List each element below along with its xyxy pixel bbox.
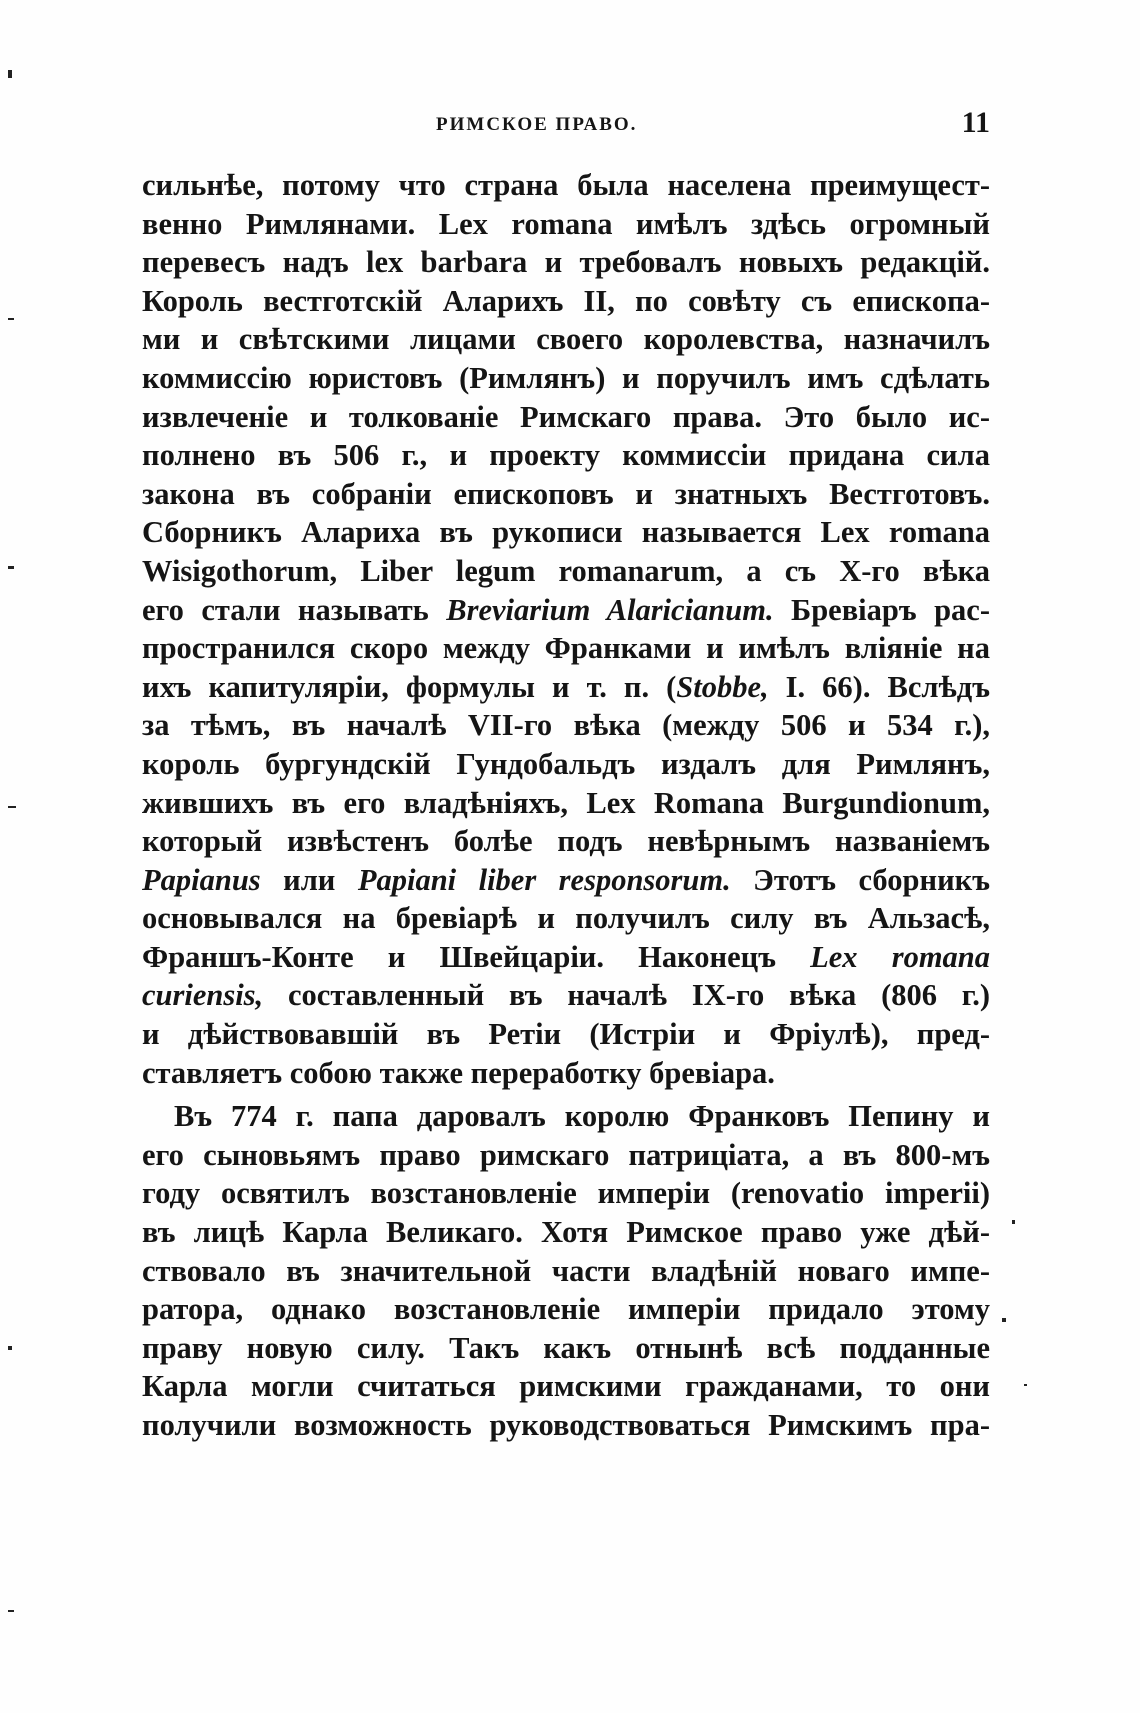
text-line [142, 591, 990, 630]
text-segment: и дѣйствовавшій въ Ретіи (Истріи и Фріулѣ), пред- [142, 1017, 990, 1052]
text-line [142, 282, 990, 321]
text-line [142, 552, 990, 591]
text-line [142, 899, 990, 938]
text-line [142, 745, 990, 784]
text-segment: пространился скоро между Франками и имѣлъ вліяніе на [142, 631, 990, 666]
text-line [142, 1290, 990, 1329]
text-segment: жившихъ въ его владѣніяхъ, Lex Romana Burgundionum, [142, 785, 990, 820]
text-segment: Бревіаръ рас- [773, 592, 990, 627]
text-line [142, 475, 990, 514]
text-line [142, 784, 990, 823]
text-line [142, 166, 990, 205]
text-line [142, 629, 990, 668]
text-segment: который извѣстенъ болѣе подъ невѣрнымъ названіемъ [142, 824, 990, 859]
text-line [142, 1136, 990, 1175]
text-segment: закона въ собраніи епископовъ и знатныхъ Вестготовъ. [142, 476, 990, 511]
running-head [140, 106, 990, 152]
italic-text: Breviarium Alaricianum. [446, 592, 774, 627]
margin-mark [8, 806, 16, 808]
text-segment: ратора, однако возстановленіе имперіи придало этому [142, 1292, 990, 1327]
margin-mark [8, 1346, 12, 1350]
text-segment: полнено въ 506 г., и проекту коммиссіи придана сила [142, 438, 990, 473]
margin-mark [8, 70, 12, 78]
italic-text: curiensis, [142, 978, 264, 1013]
text-segment: ставляетъ собою также переработку бревіара. [142, 1055, 775, 1090]
text-line [142, 1252, 990, 1291]
text-line [142, 938, 990, 977]
italic-text: Lex romana [810, 939, 990, 974]
text-line [142, 398, 990, 437]
text-line [142, 1329, 990, 1368]
text-segment: ми и свѣтскими лицами своего королевства, назначилъ [142, 322, 990, 357]
italic-text: Stobbe, [676, 669, 769, 704]
text-line [142, 1054, 990, 1093]
text-segment: Франшъ-Конте и Швейцаріи. Наконецъ [142, 939, 811, 974]
margin-mark [8, 1610, 14, 1612]
text-line [142, 205, 990, 244]
text-segment: ихъ капитуляріи, формулы и т. п. ( [142, 669, 677, 704]
italic-text: Papianus [142, 862, 261, 897]
text-segment: Wisigothorum, Liber legum romanarum, а съ X-го вѣка [142, 553, 990, 588]
text-segment: король бургундскій Гундобальдъ издалъ для Римлянъ, [142, 746, 990, 781]
text-line [142, 1213, 990, 1252]
text-line [142, 1015, 990, 1054]
text-line [142, 1406, 990, 1445]
margin-mark [1012, 1220, 1015, 1224]
text-segment: Сборникъ Алариха въ рукописи называется Lex romana [142, 515, 990, 550]
text-line [142, 359, 990, 398]
running-title: РИМСКОЕ ПРАВО. [436, 114, 638, 135]
text-segment: составленный въ началѣ IX-го вѣка (806 г.) [263, 978, 990, 1013]
text-line [142, 976, 990, 1015]
text-segment: извлеченіе и толкованіе Римскаго права. Это было ис- [142, 399, 990, 434]
text-line [142, 1367, 990, 1406]
text-segment: праву новую силу. Такъ какъ отнынѣ всѣ подданные [142, 1330, 990, 1365]
text-segment: венно Римлянами. Lex romana имѣлъ здѣсь огромный [142, 206, 990, 241]
page-number: 11 [961, 106, 990, 139]
text-segment: Въ 774 г. папа даровалъ королю Франковъ Пепину и [174, 1099, 990, 1134]
text-line [142, 243, 990, 282]
margin-mark [1024, 1384, 1027, 1386]
margin-mark [8, 566, 14, 569]
text-segment: его стали называть [142, 592, 447, 627]
text-line [142, 436, 990, 475]
text-segment: получили возможность руководствоваться Римскимъ пра- [142, 1408, 990, 1442]
text-segment: въ лицѣ Карла Великаго. Хотя Римское право уже дѣй- [142, 1215, 990, 1250]
text-segment: ствовало въ значительной части владѣній новаго импе- [142, 1253, 990, 1288]
text-line [142, 861, 990, 900]
text-segment: Карла могли считаться римскими гражданами, то они [142, 1369, 990, 1404]
text-segment: коммиссію юристовъ (Римлянъ) и поручилъ имъ сдѣлать [142, 360, 990, 395]
text-segment: I. 66). Вслѣдъ [768, 669, 990, 704]
text-segment: году освятилъ возстановленіе имперіи (renovatio imperii) [142, 1176, 990, 1211]
text-segment: Этотъ сборникъ [730, 862, 990, 897]
margin-mark [1002, 1318, 1006, 1322]
text-segment: основывался на бревіарѣ и получилъ силу въ Альзасѣ, [142, 901, 990, 936]
text-line [142, 822, 990, 861]
text-line [142, 1174, 990, 1213]
margin-mark [8, 318, 14, 320]
text-segment: Король вестготскій Аларихъ II, по совѣту съ епископа- [142, 283, 990, 318]
text-line [142, 320, 990, 359]
text-line [142, 668, 990, 707]
text-line [142, 513, 990, 552]
text-segment: за тѣмъ, въ началѣ VII-го вѣка (между 506 и 534 г.), [142, 708, 990, 743]
text-segment: перевесъ надъ lex barbara и требовалъ новыхъ редакцій. [142, 245, 990, 280]
text-segment: сильнѣе, потому что страна была населена преимущест- [142, 168, 990, 202]
body-text [142, 166, 990, 1445]
text-line [142, 706, 990, 745]
text-line [142, 1097, 990, 1136]
italic-text: Papiani liber responsorum. [357, 862, 731, 897]
text-segment: его сыновьямъ право римскаго патриціата, а въ 800-мъ [142, 1137, 990, 1172]
text-segment: или [260, 862, 358, 897]
